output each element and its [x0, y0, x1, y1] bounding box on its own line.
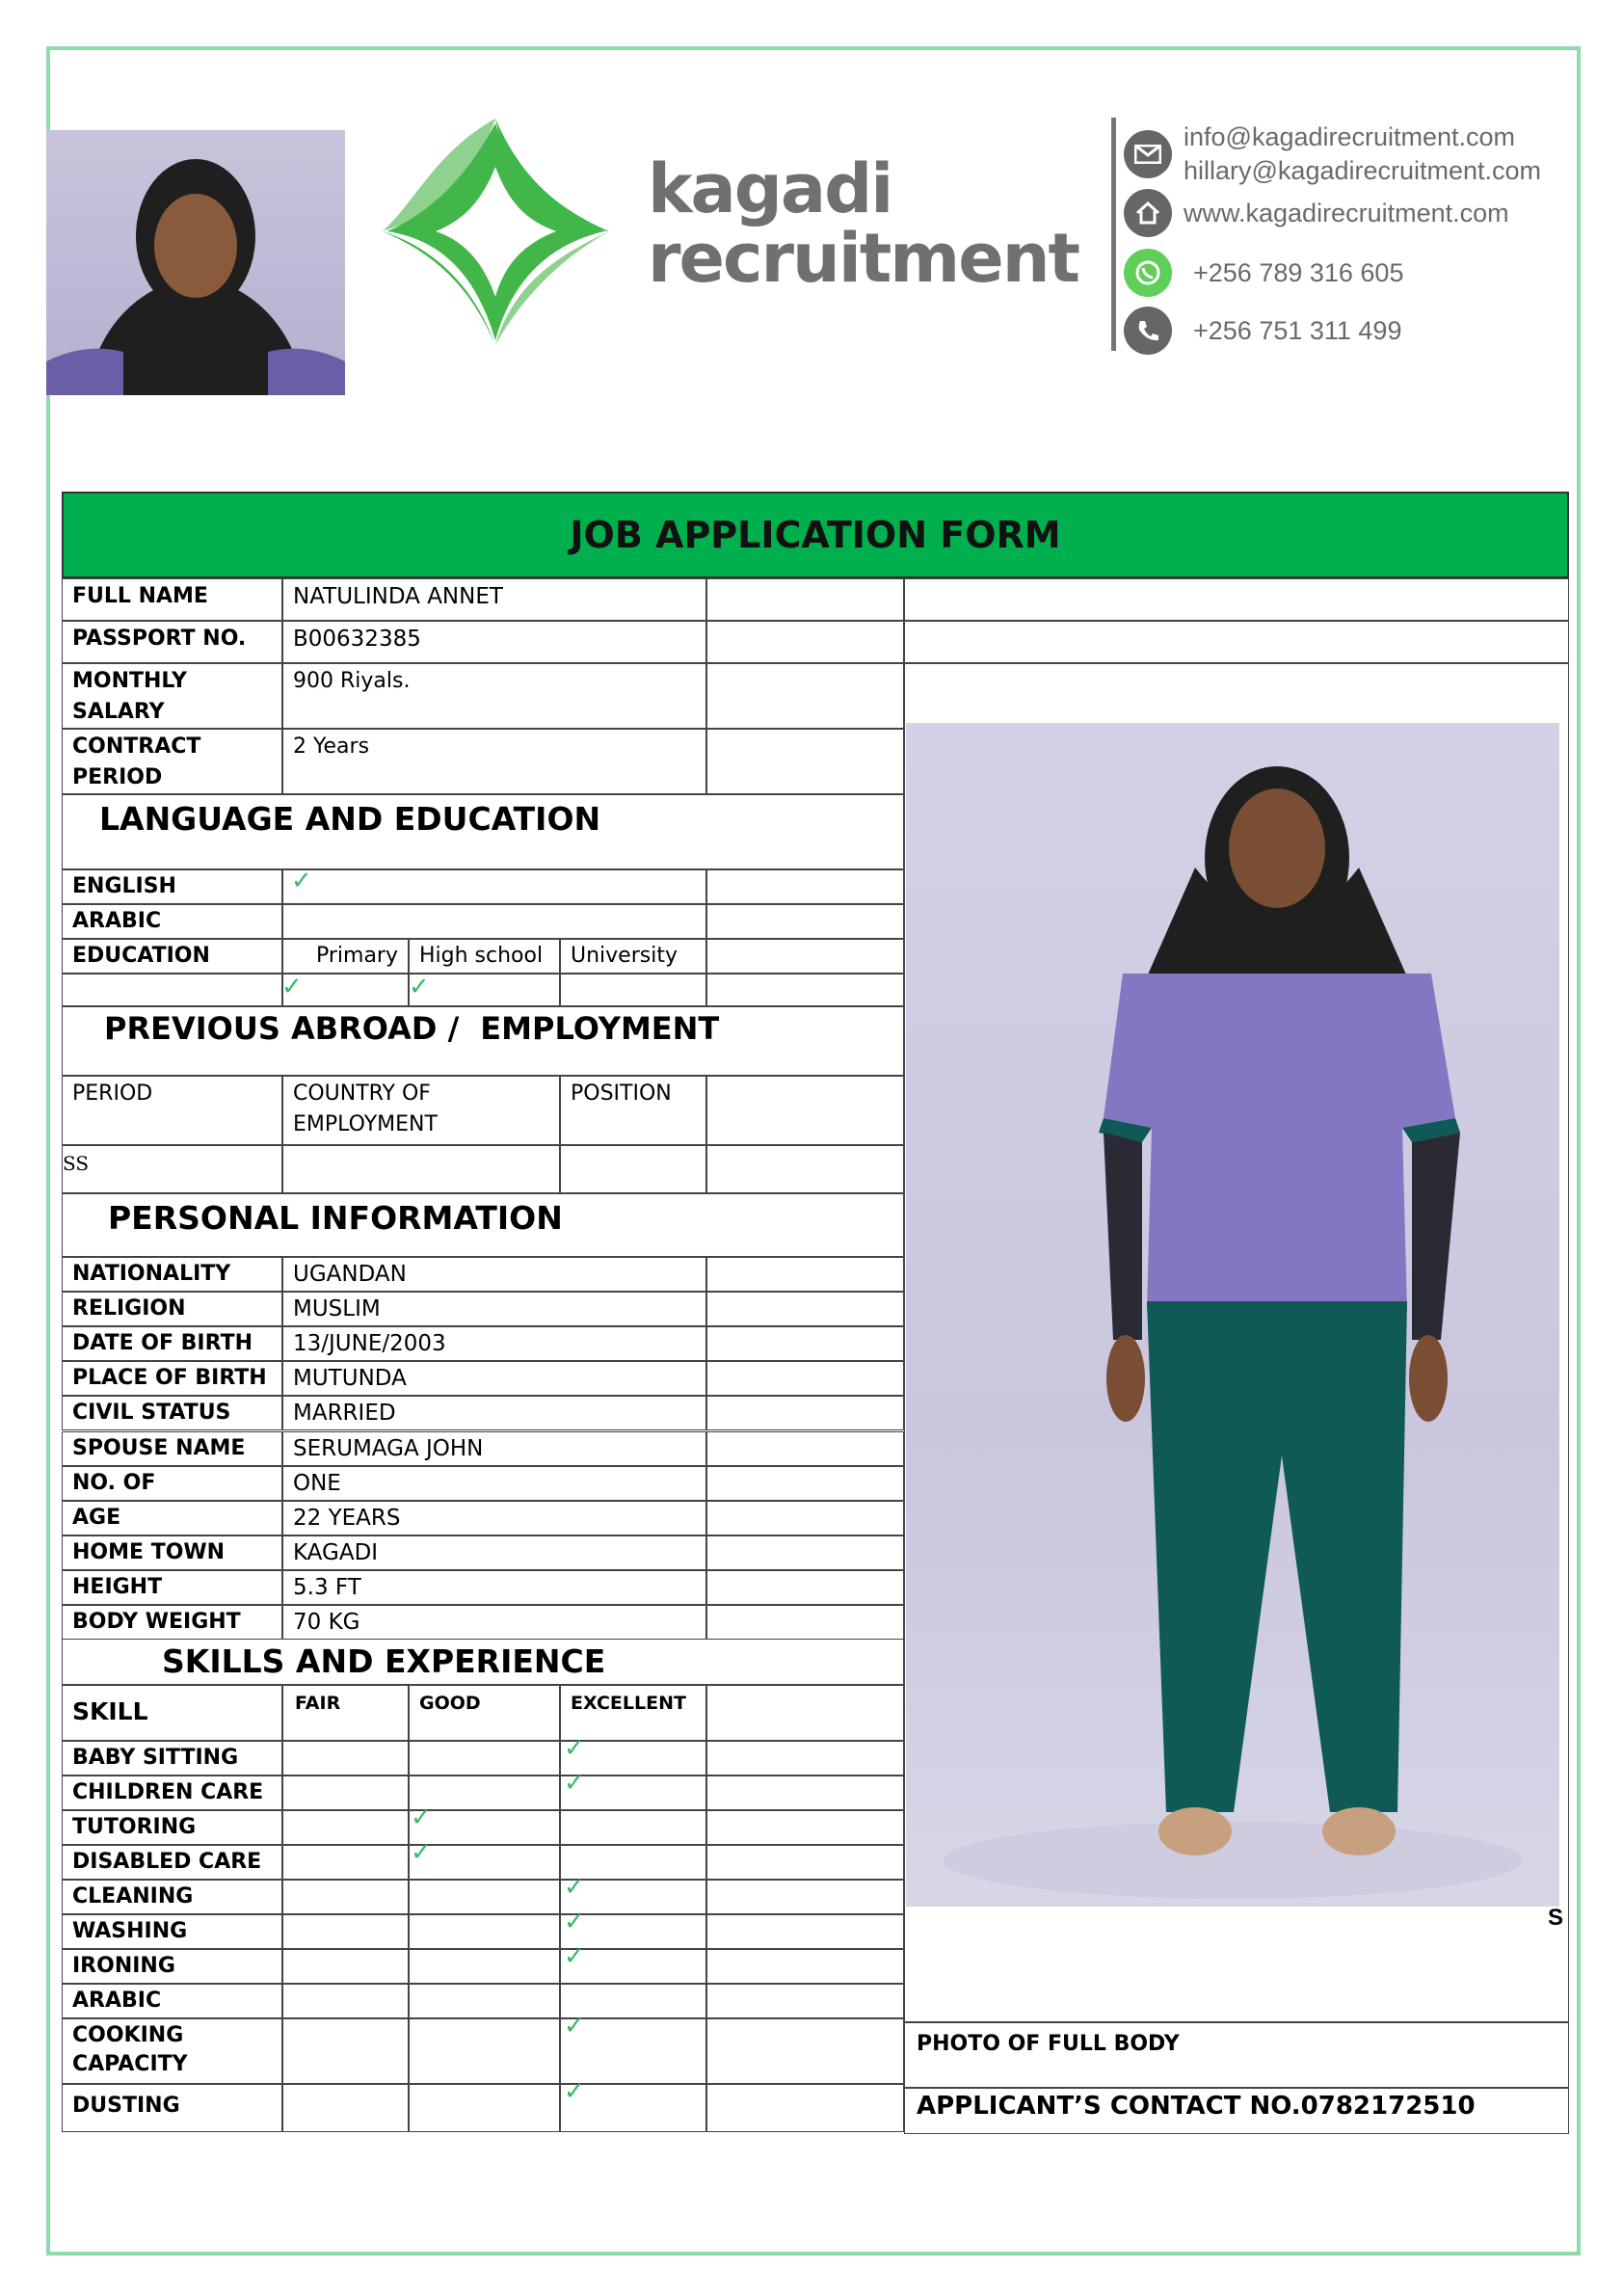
empty-cell [706, 1326, 904, 1361]
personal-label: CIVIL STATUS [62, 1396, 282, 1430]
applicant-headshot [46, 130, 345, 395]
excellent-cell [560, 1810, 706, 1845]
empty-cell [62, 974, 282, 1006]
english-check-icon: ✓ [291, 866, 312, 894]
empty-cell [706, 1880, 904, 1914]
skill-check-icon: ✓ [411, 1802, 432, 1831]
personal-label: SPOUSE NAME [62, 1431, 282, 1466]
skill-check-icon: ✓ [564, 1907, 585, 1936]
previous-row-period: SS [62, 1145, 282, 1193]
empty-cell [706, 1949, 904, 1984]
skill-label [62, 2018, 282, 2084]
passport-label: PASSPORT NO. [62, 621, 282, 663]
fair-cell [282, 1775, 409, 1810]
personal-value: MARRIED [282, 1396, 706, 1430]
contract-value: 2 Years [282, 729, 706, 794]
form-title: JOB APPLICATION FORM [570, 514, 1061, 556]
previous-row-country [282, 1145, 560, 1193]
personal-value: SERUMAGA JOHN [282, 1431, 706, 1466]
personal-value: ONE [282, 1466, 706, 1501]
applicant-full-body-photo [906, 723, 1559, 1907]
contract-label-line-1: CONTRACT [72, 734, 201, 759]
fair-cell [282, 1880, 409, 1914]
english-label: ENGLISH [62, 869, 282, 904]
brand-line-2: recruitment [648, 219, 1079, 298]
english-check-cell [282, 866, 706, 904]
fair-cell [282, 2084, 409, 2132]
website-link[interactable]: www.kagadirecruitment.com [1184, 198, 1509, 227]
empty-cell [706, 1076, 904, 1145]
good-cell [409, 2018, 560, 2084]
empty-cell [706, 2084, 904, 2132]
contact-phone [1124, 307, 1401, 355]
s-mark: S [1548, 1905, 1564, 1931]
phone-icon [1124, 307, 1172, 355]
empty-cell [706, 663, 904, 729]
good-cell [409, 1984, 560, 2018]
empty-cell [706, 2018, 904, 2084]
skill-header: SKILL [62, 1685, 282, 1741]
education-high-school-check-cell [409, 974, 560, 1006]
previous-row-position [560, 1145, 706, 1193]
arabic-cell [282, 904, 706, 939]
language-section-title: LANGUAGE AND EDUCATION [99, 800, 601, 838]
skill-label: BABY SITTING [62, 1741, 282, 1775]
country-header [282, 1076, 560, 1145]
phone-number[interactable]: +256 751 311 499 [1193, 315, 1402, 345]
education-high-school: High school [409, 939, 560, 974]
contact-emails [1124, 120, 1541, 188]
empty-cell [706, 1292, 904, 1326]
empty-cell [706, 1431, 904, 1466]
good-cell [409, 1741, 560, 1775]
personal-section-title: PERSONAL INFORMATION [108, 1199, 563, 1237]
fair-cell [282, 1949, 409, 1984]
salary-label [62, 663, 282, 729]
previous-section-title-b: EMPLOYMENT [480, 1010, 720, 1047]
applicant-contact-number: APPLICANT’S CONTACT NO.0782172510 [904, 2088, 1569, 2134]
personal-label: PLACE OF BIRTH [62, 1361, 282, 1396]
personal-label: BODY WEIGHT [62, 1605, 282, 1640]
country-header-line-1: COUNTRY OF [293, 1081, 431, 1106]
good-cell [409, 1949, 560, 1984]
good-cell [409, 1914, 560, 1949]
empty-cell [706, 1845, 904, 1880]
personal-value: 13/JUNE/2003 [282, 1326, 706, 1361]
skill-check-icon: ✓ [564, 1733, 585, 1762]
empty-cell [706, 1685, 904, 1741]
empty-cell [904, 578, 1569, 621]
empty-cell [706, 578, 904, 621]
skill-label-line-2: CAPACITY [72, 2052, 188, 2076]
fair-cell [282, 1984, 409, 2018]
whatsapp-icon [1124, 249, 1172, 297]
education-label: EDUCATION [62, 939, 282, 974]
skill-label: TUTORING [62, 1810, 282, 1845]
personal-value: 22 YEARS [282, 1501, 706, 1535]
skill-label-line-1: COOKING [72, 2023, 184, 2047]
fair-cell [282, 1741, 409, 1775]
contact-whatsapp [1124, 249, 1403, 297]
empty-cell [706, 1605, 904, 1640]
personal-label: NATIONALITY [62, 1257, 282, 1292]
skill-check-icon: ✓ [564, 1872, 585, 1901]
contract-label-line-2: PERIOD [72, 765, 163, 789]
empty-cell [706, 1775, 904, 1810]
fair-header: FAIR [282, 1685, 409, 1741]
home-icon [1124, 189, 1172, 237]
high-school-check-icon: ✓ [409, 972, 430, 1001]
skill-check-icon: ✓ [411, 1837, 432, 1866]
previous-section-title-a: PREVIOUS ABROAD / [104, 1010, 460, 1047]
empty-cell [706, 1535, 904, 1570]
education-primary: Primary [282, 939, 409, 974]
empty-cell [560, 974, 706, 1006]
empty-cell [706, 1570, 904, 1605]
education-university: University [560, 939, 706, 974]
personal-value: 5.3 FT [282, 1570, 706, 1605]
empty-cell [706, 1810, 904, 1845]
empty-cell [706, 1914, 904, 1949]
form-title-bar [62, 492, 1569, 578]
mail-icon [1124, 130, 1172, 178]
fair-cell [282, 2018, 409, 2084]
period-header: PERIOD [62, 1076, 282, 1145]
whatsapp-number[interactable]: +256 789 316 605 [1193, 257, 1404, 287]
skill-label: DUSTING [62, 2084, 282, 2132]
skills-section-title: SKILLS AND EXPERIENCE [162, 1642, 606, 1680]
personal-label: DATE OF BIRTH [62, 1326, 282, 1361]
empty-cell [706, 621, 904, 663]
skill-check-icon: ✓ [564, 1941, 585, 1970]
personal-value: MUTUNDA [282, 1361, 706, 1396]
skill-label: DISABLED CARE [62, 1845, 282, 1880]
empty-cell [706, 1466, 904, 1501]
brand-name [648, 149, 1079, 298]
arabic-label: ARABIC [62, 904, 282, 939]
primary-check-icon: ✓ [281, 972, 303, 1001]
good-header: GOOD [409, 1685, 560, 1741]
good-cell [409, 1880, 560, 1914]
kagadi-logo-mark [378, 114, 614, 350]
empty-cell [706, 1741, 904, 1775]
empty-cell [706, 729, 904, 794]
skill-label: IRONING [62, 1949, 282, 1984]
empty-cell [706, 1501, 904, 1535]
empty-cell [706, 904, 904, 939]
empty-cell [706, 1984, 904, 2018]
skill-check-icon: ✓ [564, 1768, 585, 1797]
skill-label: ARABIC [62, 1984, 282, 2018]
salary-value: 900 Riyals. [282, 663, 706, 729]
brand-line-1: kagadi [648, 149, 892, 228]
empty-cell [706, 1361, 904, 1396]
empty-cell [706, 869, 904, 904]
personal-value: UGANDAN [282, 1257, 706, 1292]
personal-label: RELIGION [62, 1292, 282, 1326]
empty-cell [706, 974, 904, 1006]
personal-label: HOME TOWN [62, 1535, 282, 1570]
contact-website [1124, 189, 1509, 237]
fair-cell [282, 1810, 409, 1845]
country-header-line-2: EMPLOYMENT [293, 1112, 438, 1136]
email-primary[interactable]: info@kagadirecruitment.com [1184, 122, 1516, 151]
full-name-label: FULL NAME [62, 578, 282, 621]
contract-label [62, 729, 282, 794]
skill-label: WASHING [62, 1914, 282, 1949]
skill-label: CHILDREN CARE [62, 1775, 282, 1810]
passport-value: B00632385 [282, 621, 706, 663]
good-cell [409, 2084, 560, 2132]
email-secondary[interactable]: hillary@kagadirecruitment.com [1184, 156, 1542, 185]
personal-value: KAGADI [282, 1535, 706, 1570]
skill-check-icon: ✓ [564, 2076, 585, 2105]
position-header: POSITION [560, 1076, 706, 1145]
skill-label: CLEANING [62, 1880, 282, 1914]
previous-section-title [104, 1010, 719, 1047]
personal-label: HEIGHT [62, 1570, 282, 1605]
empty-cell [706, 1257, 904, 1292]
personal-value: 70 KG [282, 1605, 706, 1640]
empty-cell [706, 939, 904, 974]
personal-label: AGE [62, 1501, 282, 1535]
empty-cell [904, 621, 1569, 663]
empty-cell [706, 1145, 904, 1193]
empty-cell [706, 1396, 904, 1430]
personal-value: MUSLIM [282, 1292, 706, 1326]
salary-label-line-2: SALARY [72, 700, 165, 724]
contact-divider [1111, 118, 1116, 351]
fair-cell [282, 1914, 409, 1949]
fair-cell [282, 1845, 409, 1880]
salary-label-line-1: MONTHLY [72, 669, 187, 693]
full-name-value: NATULINDA ANNET [282, 578, 706, 621]
excellent-header: EXCELLENT [560, 1685, 706, 1741]
skill-check-icon: ✓ [564, 2011, 585, 2040]
personal-label: NO. OF [62, 1466, 282, 1501]
photo-caption: PHOTO OF FULL BODY [904, 2022, 1569, 2088]
